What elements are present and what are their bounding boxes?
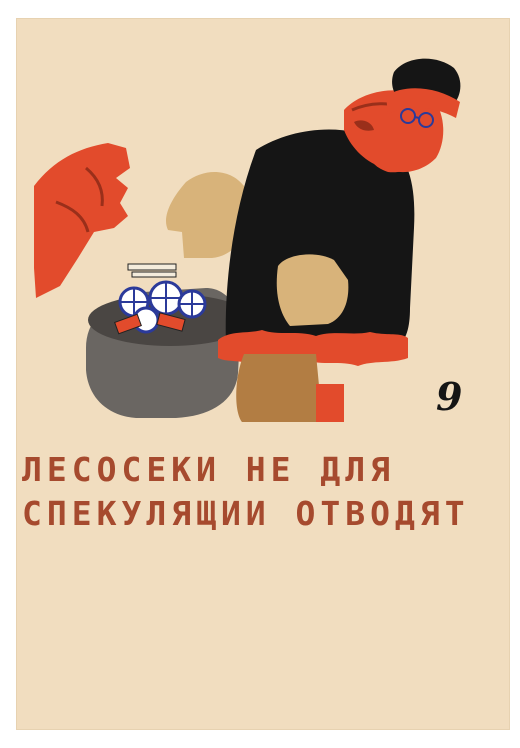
poster-number: 9 bbox=[436, 374, 463, 419]
poster bbox=[16, 18, 510, 730]
caption-line-1: ЛЕСОСЕКИ НЕ ДЛЯ bbox=[22, 450, 396, 489]
poster-caption bbox=[22, 448, 502, 536]
caption-line-2: СПЕКУЛЯЩИИ ОТВОДЯТ bbox=[22, 494, 470, 533]
